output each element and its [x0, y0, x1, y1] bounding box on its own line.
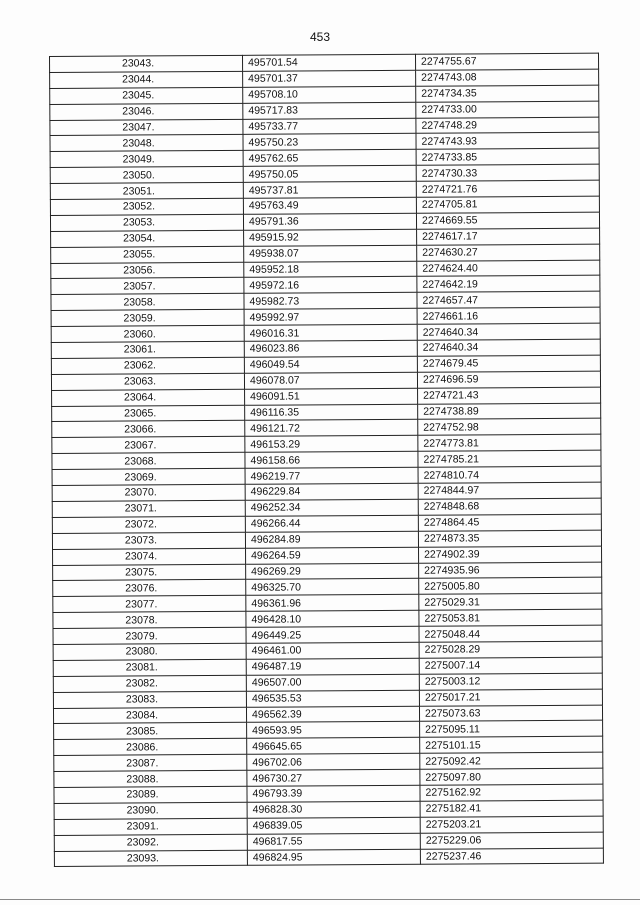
point-id-cell: 23092.	[54, 834, 247, 851]
x-coordinate-cell: 495992.97	[244, 309, 417, 326]
point-id-cell: 23091.	[54, 818, 247, 835]
x-coordinate-cell: 495938.07	[244, 245, 417, 262]
scan-edge-line	[0, 899, 640, 900]
point-id-cell: 23068.	[52, 453, 245, 470]
x-coordinate-cell: 496266.44	[245, 515, 418, 532]
point-id-cell: 23051.	[50, 182, 243, 199]
y-coordinate-cell: 2275029.31	[419, 593, 602, 610]
x-coordinate-cell: 496121.72	[245, 420, 418, 437]
y-coordinate-cell: 2274743.08	[416, 69, 599, 86]
x-coordinate-cell: 496116.35	[245, 404, 418, 421]
x-coordinate-cell: 496158.66	[245, 452, 418, 469]
y-coordinate-cell: 2274752.98	[418, 419, 601, 436]
y-coordinate-cell: 2274721.43	[418, 387, 601, 404]
y-coordinate-cell: 2275028.29	[419, 641, 602, 658]
point-id-cell: 23066.	[52, 421, 245, 438]
x-coordinate-cell: 495708.10	[243, 86, 416, 103]
y-coordinate-cell: 2274669.55	[416, 212, 599, 229]
point-id-cell: 23083.	[53, 691, 246, 708]
point-id-cell: 23072.	[52, 516, 245, 533]
x-coordinate-cell: 496487.19	[246, 658, 419, 675]
point-id-cell: 23046.	[50, 103, 243, 120]
x-coordinate-cell: 496284.89	[245, 531, 418, 548]
point-id-cell: 23081.	[53, 659, 246, 676]
y-coordinate-cell: 2275003.12	[419, 673, 602, 690]
y-coordinate-cell: 2274642.19	[417, 276, 600, 293]
point-id-cell: 23080.	[53, 643, 246, 660]
point-id-cell: 23093.	[54, 850, 247, 867]
x-coordinate-cell: 496535.53	[246, 690, 419, 707]
y-coordinate-cell: 2274721.76	[416, 180, 599, 197]
y-coordinate-cell: 2274902.39	[419, 546, 602, 563]
point-id-cell: 23053.	[50, 214, 243, 231]
point-id-cell: 23064.	[52, 389, 245, 406]
point-id-cell: 23067.	[52, 437, 245, 454]
x-coordinate-cell: 496461.00	[246, 642, 419, 659]
point-id-cell: 23065.	[52, 405, 245, 422]
y-coordinate-cell: 2274810.74	[418, 466, 601, 483]
x-coordinate-cell: 496428.10	[246, 610, 419, 627]
y-coordinate-cell: 2274679.45	[417, 355, 600, 372]
x-coordinate-cell: 496562.39	[246, 706, 419, 723]
x-coordinate-cell: 495915.92	[244, 229, 417, 246]
y-coordinate-cell: 2274935.96	[419, 562, 602, 579]
point-id-cell: 23079.	[53, 627, 246, 644]
point-id-cell: 23058.	[51, 294, 244, 311]
x-coordinate-cell: 496839.05	[247, 817, 420, 834]
x-coordinate-cell: 496645.65	[247, 738, 420, 755]
x-coordinate-cell: 496219.77	[245, 467, 418, 484]
point-id-cell: 23061.	[51, 341, 244, 358]
point-id-cell: 23084.	[53, 707, 246, 724]
point-id-cell: 23073.	[52, 532, 245, 549]
y-coordinate-cell: 2274624.40	[417, 260, 600, 277]
x-coordinate-cell: 496269.29	[246, 563, 419, 580]
y-coordinate-cell: 2274640.34	[417, 339, 600, 356]
y-coordinate-cell: 2275017.21	[419, 689, 602, 706]
table-row	[54, 848, 603, 867]
point-id-cell: 23048.	[50, 135, 243, 152]
point-id-cell: 23050.	[50, 167, 243, 184]
point-id-cell: 23070.	[52, 484, 245, 501]
y-coordinate-cell: 2275229.06	[420, 832, 603, 849]
point-id-cell: 23062.	[51, 357, 244, 374]
y-coordinate-cell: 2275073.63	[419, 705, 602, 722]
x-coordinate-cell: 495762.65	[243, 150, 416, 167]
y-coordinate-cell: 2274864.45	[418, 514, 601, 531]
y-coordinate-cell: 2274657.47	[417, 291, 600, 308]
point-id-cell: 23087.	[54, 754, 247, 771]
y-coordinate-cell: 2274755.67	[415, 53, 598, 70]
x-coordinate-cell: 496793.39	[247, 785, 420, 802]
x-coordinate-cell: 496252.34	[245, 499, 418, 516]
y-coordinate-cell: 2274705.81	[416, 196, 599, 213]
point-id-cell: 23056.	[51, 262, 244, 279]
y-coordinate-cell: 2275092.42	[420, 752, 603, 769]
y-coordinate-cell: 2275095.11	[420, 721, 603, 738]
x-coordinate-cell: 496049.54	[244, 356, 417, 373]
y-coordinate-cell: 2275007.14	[419, 657, 602, 674]
x-coordinate-cell: 496153.29	[245, 436, 418, 453]
x-coordinate-cell: 496702.06	[247, 753, 420, 770]
point-id-cell: 23082.	[53, 675, 246, 692]
point-id-cell: 23090.	[54, 802, 247, 819]
y-coordinate-cell: 2275097.80	[420, 768, 603, 785]
y-coordinate-cell: 2274743.93	[416, 133, 599, 150]
y-coordinate-cell: 2275048.44	[419, 625, 602, 642]
point-id-cell: 23089.	[54, 786, 247, 803]
x-coordinate-cell: 496091.51	[245, 388, 418, 405]
y-coordinate-cell: 2274661.16	[417, 307, 600, 324]
point-id-cell: 23088.	[54, 770, 247, 787]
point-id-cell: 23052.	[50, 198, 243, 215]
x-coordinate-cell: 495952.18	[244, 261, 417, 278]
coordinates-table-wrapper	[49, 53, 574, 868]
y-coordinate-cell: 2274748.29	[416, 117, 599, 134]
y-coordinate-cell: 2275101.15	[420, 736, 603, 753]
y-coordinate-cell: 2275162.92	[420, 784, 603, 801]
y-coordinate-cell: 2274785.21	[418, 450, 601, 467]
x-coordinate-cell: 496507.00	[246, 674, 419, 691]
y-coordinate-cell: 2275053.81	[419, 609, 602, 626]
point-id-cell: 23075.	[53, 564, 246, 581]
x-coordinate-cell: 496361.96	[246, 595, 419, 612]
y-coordinate-cell: 2274734.35	[416, 85, 599, 102]
point-id-cell: 23071.	[52, 500, 245, 517]
y-coordinate-cell: 2274617.17	[417, 228, 600, 245]
x-coordinate-cell: 496229.84	[245, 483, 418, 500]
x-coordinate-cell: 495750.05	[243, 165, 416, 182]
y-coordinate-cell: 2275203.21	[420, 816, 603, 833]
x-coordinate-cell: 495737.81	[243, 181, 416, 198]
x-coordinate-cell: 496016.31	[244, 324, 417, 341]
x-coordinate-cell: 496078.07	[244, 372, 417, 389]
point-id-cell: 23057.	[51, 278, 244, 295]
point-id-cell: 23045.	[50, 87, 243, 104]
coordinates-table-body	[50, 53, 604, 867]
y-coordinate-cell: 2274733.00	[416, 101, 599, 118]
point-id-cell: 23047.	[50, 119, 243, 136]
point-id-cell: 23055.	[51, 246, 244, 263]
x-coordinate-cell: 495701.37	[243, 70, 416, 87]
y-coordinate-cell: 2274630.27	[417, 244, 600, 261]
x-coordinate-cell: 495750.23	[243, 134, 416, 151]
y-coordinate-cell: 2275237.46	[420, 848, 603, 865]
point-id-cell: 23085.	[54, 723, 247, 740]
point-id-cell: 23086.	[54, 739, 247, 756]
y-coordinate-cell: 2274738.89	[418, 403, 601, 420]
x-coordinate-cell: 495763.49	[243, 197, 416, 214]
point-id-cell: 23043.	[50, 55, 243, 72]
x-coordinate-cell: 495733.77	[243, 118, 416, 135]
x-coordinate-cell: 495972.16	[244, 277, 417, 294]
x-coordinate-cell: 495982.73	[244, 293, 417, 310]
y-coordinate-cell: 2275005.80	[419, 578, 602, 595]
x-coordinate-cell: 495717.83	[243, 102, 416, 119]
point-id-cell: 23060.	[51, 325, 244, 342]
y-coordinate-cell: 2274730.33	[416, 164, 599, 181]
point-id-cell: 23076.	[53, 580, 246, 597]
y-coordinate-cell: 2274696.59	[417, 371, 600, 388]
point-id-cell: 23054.	[51, 230, 244, 247]
point-id-cell: 23078.	[53, 611, 246, 628]
point-id-cell: 23049.	[50, 151, 243, 168]
point-id-cell: 23044.	[50, 71, 243, 88]
y-coordinate-cell: 2274848.68	[418, 498, 601, 515]
point-id-cell: 23063.	[51, 373, 244, 390]
x-coordinate-cell: 496730.27	[247, 769, 420, 786]
x-coordinate-cell: 496023.86	[244, 340, 417, 357]
x-coordinate-cell: 495791.36	[243, 213, 416, 230]
y-coordinate-cell: 2274844.97	[418, 482, 601, 499]
x-coordinate-cell: 496593.95	[247, 722, 420, 739]
point-id-cell: 23077.	[53, 596, 246, 613]
x-coordinate-cell: 496264.59	[246, 547, 419, 564]
y-coordinate-cell: 2275182.41	[420, 800, 603, 817]
y-coordinate-cell: 2274640.34	[417, 323, 600, 340]
x-coordinate-cell: 496817.55	[247, 833, 420, 850]
y-coordinate-cell: 2274873.35	[418, 530, 601, 547]
point-id-cell: 23074.	[53, 548, 246, 565]
x-coordinate-cell: 496449.25	[246, 626, 419, 643]
x-coordinate-cell: 496824.95	[247, 849, 420, 866]
x-coordinate-cell: 496828.30	[247, 801, 420, 818]
y-coordinate-cell: 2274773.81	[418, 435, 601, 452]
x-coordinate-cell: 496325.70	[246, 579, 419, 596]
point-id-cell: 23059.	[51, 310, 244, 327]
page-number: 453	[309, 30, 331, 44]
x-coordinate-cell: 495701.54	[242, 54, 415, 71]
coordinates-table	[49, 53, 604, 868]
y-coordinate-cell: 2274733.85	[416, 148, 599, 165]
point-id-cell: 23069.	[52, 468, 245, 485]
